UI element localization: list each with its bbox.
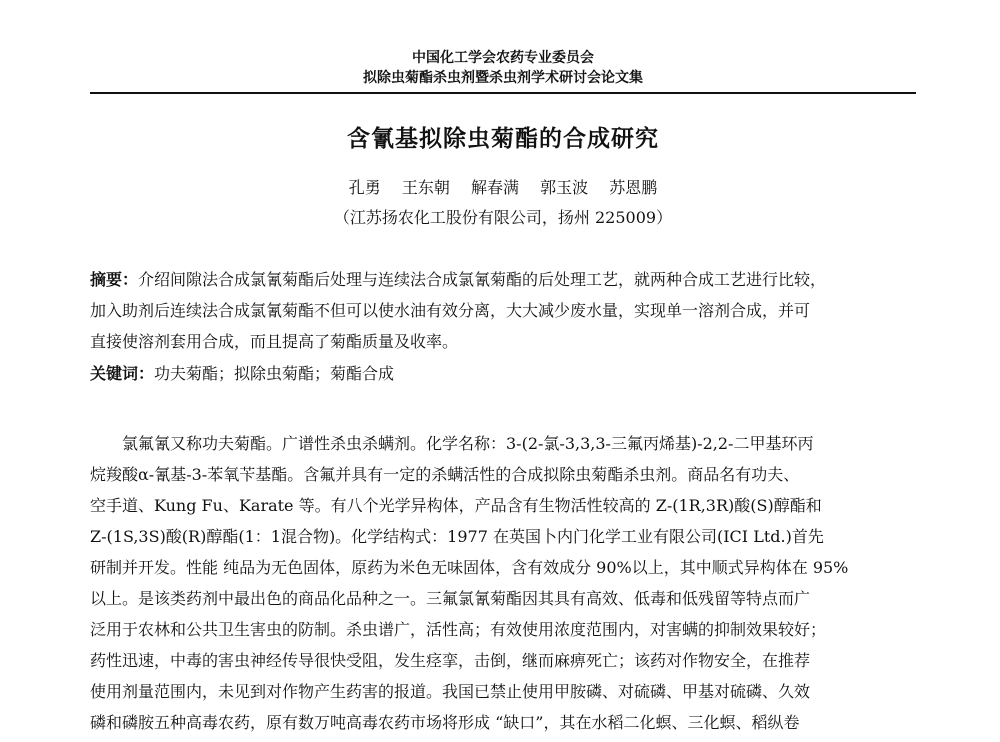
header-divider (90, 92, 916, 94)
abstract-text: 介绍间隙法合成氯氰菊酯后处理与连续法合成氯氰菊酯的后处理工艺，就两种合成工艺进行比较， (138, 270, 827, 289)
header-society: 中国化工学会农药专业委员会 (412, 50, 594, 66)
author: 王东朝 (401, 178, 450, 197)
author-list (90, 175, 916, 198)
body-line: 氯氟氰又称功夫菊酯。广谱性杀虫杀螨剂。化学名称：3-(2-氯-3,3,3-三氟丙烯基)-2,2-二甲基环丙 (122, 434, 814, 453)
keywords-label: 关键词： (90, 364, 155, 383)
body-line: 空手道、Kung Fu、Karate 等。有八个光学异构体，产品含有生物活性较高的 Z-(1R,3R)酸(S)醇酯和 (90, 496, 822, 515)
author: 孔勇 (348, 178, 381, 197)
body-line: 以上。是该类药剂中最出色的商品化品种之一。三氟氯氰菊酯因其具有高效、低毒和低残留等特点而广 (90, 589, 811, 608)
author: 郭玉波 (540, 178, 589, 197)
body-line: 研制并开发。性能 纯品为无色固体，原药为米色无味固体，含有效成分 90%以上，其中顺式异构体在 95% (90, 558, 849, 577)
body-text (90, 428, 906, 738)
abstract-line: 加入助剂后连续法合成氯氰菊酯不但可以使水油有效分离，大大减少废水量，实现单一溶剂合成，并可 (90, 301, 811, 320)
keywords-text: 功夫菊酯；拟除虫菊酯；菊酯合成 (154, 364, 395, 383)
abstract-label: 摘要： (90, 270, 139, 289)
body-line: 磷和磷胺五种高毒农药，原有数万吨高毒农药市场将形成 “缺口”，其在水稻二化螟、三化螟、稻纵卷 (90, 713, 800, 732)
body-line: 药性迅速，中毒的害虫神经传导很快受阻，发生痉挛，击倒，继而麻痹死亡；该药对作物安全，在推荐 (90, 651, 811, 670)
proceedings-header (90, 48, 916, 88)
header-proceedings: 拟除虫菊酯杀虫剂暨杀虫剂学术研讨会论文集 (363, 70, 643, 86)
abstract (90, 264, 916, 357)
abstract-line: 直接使溶剂套用合成，而且提高了菊酯质量及收率。 (90, 332, 459, 351)
author: 解春满 (470, 178, 519, 197)
author: 苏恩鹏 (609, 178, 658, 197)
body-line: 使用剂量范围内，未见到对作物产生药害的报道。我国已禁止使用甲胺磷、对硫磷、甲基对硫磷、久效 (90, 682, 811, 701)
paper-title: 含氰基拟除虫菊酯的合成研究 (347, 126, 659, 152)
body-line: Z-(1S,3S)酸(R)醇酯(1：1混合物)。化学结构式：1977 在英国卜内门化学工业有限公司(ICI Ltd.)首先 (90, 527, 824, 546)
affiliation: （江苏扬农化工股份有限公司，扬州 225009） (333, 208, 673, 227)
abstract-line (90, 264, 916, 295)
keywords (90, 361, 916, 384)
body-line: 烷羧酸α-氰基-3-苯氧苄基酯。含氟并具有一定的杀螨活性的合成拟除虫菊酯杀虫剂。商品名有功夫、 (90, 465, 800, 484)
body-line: 泛用于农林和公共卫生害虫的防制。杀虫谱广，活性高；有效使用浓度范围内，对害螨的抑制效果较好； (90, 620, 827, 639)
